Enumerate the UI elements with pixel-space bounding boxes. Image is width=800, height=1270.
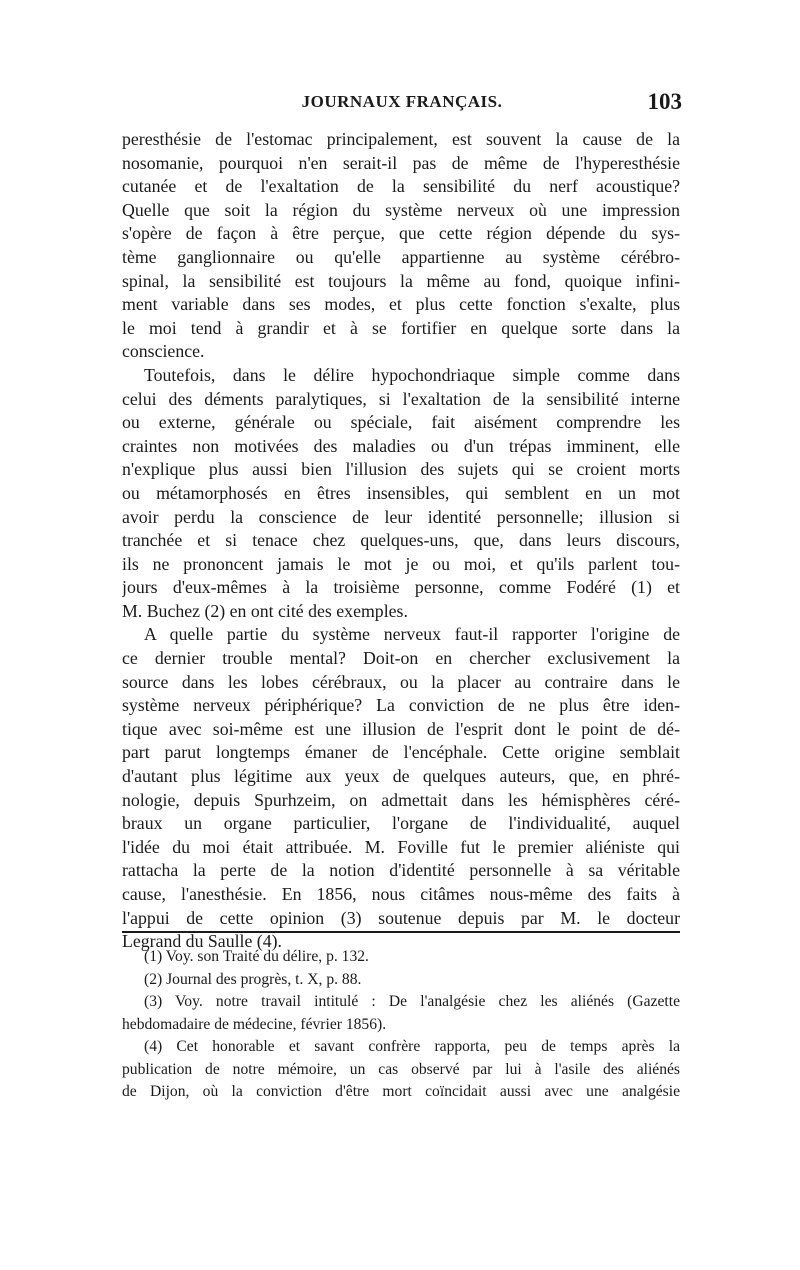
body-line: A quelle partie du système nerveux faut-il rapporter l'origine de <box>144 624 680 645</box>
body-line: avoir perdu la conscience de leur identité personnelle; illusion si <box>122 506 680 527</box>
body-line: nosomanie, pourquoi n'en serait-il pas de même de l'hyperesthésie <box>122 152 680 173</box>
body-line: celui des déments paralytiques, si l'exaltation de la sensibilité interne <box>122 388 680 409</box>
body-line: tème ganglionnaire ou qu'elle appartienne au système cérébro- <box>122 246 680 267</box>
body-line: ils ne prononcent jamais le mot je ou moi, et qu'ils parlent tou- <box>122 553 680 574</box>
body-line: part parut longtemps émaner de l'encéphale. Cette origine semblait <box>122 742 680 763</box>
footnote-line: de Dijon, où la conviction d'être mort coïncidait aussi avec une analgésie <box>122 1083 680 1100</box>
body-line: n'explique plus aussi bien l'illusion des sujets qui se croient morts <box>122 459 680 480</box>
body-line: jours d'eux-mêmes à la troisième personne, comme Fodéré (1) et <box>122 577 680 598</box>
body-line: s'opère de façon à être perçue, que cette région dépende du sys- <box>122 223 680 244</box>
body-line: braux un organe particulier, l'organe de l'individualité, auquel <box>122 813 680 834</box>
body-line: cause, l'anesthésie. En 1856, nous citâmes nous-même des faits à <box>122 884 680 904</box>
footnote-line: (4) Cet honorable et savant confrère rapporta, peu de temps après la <box>144 1038 680 1055</box>
body-line: peresthésie de l'estomac principalement, est souvent la cause de la <box>122 129 680 149</box>
body-line: craintes non motivées des maladies ou d'un trépas imminent, elle <box>122 435 680 456</box>
body-line: Toutefois, dans le délire hypochondriaque simple comme dans <box>144 364 680 385</box>
body-line: tranchée et si tenace chez quelques-uns, que, dans leurs discours, <box>122 530 680 551</box>
body-line: M. Buchez (2) en ont cité des exemples. <box>122 600 408 621</box>
body-line: ou externe, générale ou spéciale, fait aisément comprendre les <box>122 412 680 433</box>
footnote-line: (3) Voy. notre travail intitulé : De l'analgésie chez les aliénés (Gazette <box>144 993 680 1010</box>
body-line: système nerveux périphérique? La conviction de ne plus être iden- <box>122 695 680 716</box>
footnote-line: publication de notre mémoire, un cas observé par lui à l'asile des aliénés <box>122 1060 680 1078</box>
body-line: spinal, la sensibilité est toujours la même au fond, quoique infini- <box>122 270 680 291</box>
body-line: d'autant plus légitime aux yeux de quelques auteurs, que, en phré- <box>122 766 680 787</box>
body-line: ment variable dans ses modes, et plus cette fonction s'exalte, plus <box>122 294 680 315</box>
footnote-separator <box>122 931 680 933</box>
footnote-line: (2) Journal des progrès, t. X, p. 88. <box>144 970 362 988</box>
body-line: source dans les lobes cérébraux, ou la placer au contraire dans le <box>122 671 680 692</box>
body-line: Quelle que soit la région du système nerveux où une impression <box>122 199 680 220</box>
body-line: nologie, depuis Spurhzeim, on admettait dans les hémisphères céré- <box>122 789 680 810</box>
body-line: tique avec soi-même est une illusion de l'esprit dont le point de dé- <box>122 718 680 739</box>
body-line: cutanée et de l'exaltation de la sensibilité du nerf acoustique? <box>122 176 680 197</box>
footnote-line: (1) Voy. son Traité du délire, p. 132. <box>144 948 369 965</box>
body-line: ou métamorphosés en êtres insensibles, qui semblent en un mot <box>122 482 680 503</box>
body-line: ce dernier trouble mental? Doit-on en chercher exclusivement la <box>122 648 680 669</box>
running-title: JOURNAUX FRANÇAIS. <box>301 92 503 111</box>
footnote-line: hebdomadaire de médecine, février 1856). <box>122 1015 387 1033</box>
body-line: l'appui de cette opinion (3) soutenue depuis par M. le docteur <box>122 907 680 928</box>
page-header <box>122 89 682 122</box>
body-line: Legrand du Saulle (4). <box>122 931 282 952</box>
footnotes <box>122 946 680 1104</box>
body-line: le moi tend à grandir et à se fortifier en quelque sorte dans la <box>122 317 680 338</box>
body-text <box>122 128 680 954</box>
body-line: rattacha la perte de la notion d'identité personnelle à sa véritable <box>122 860 680 881</box>
page-number: 103 <box>647 89 682 114</box>
body-line: l'idée du moi était attribuée. M. Foville fut le premier aliéniste qui <box>122 836 680 857</box>
body-line: conscience. <box>122 341 205 362</box>
